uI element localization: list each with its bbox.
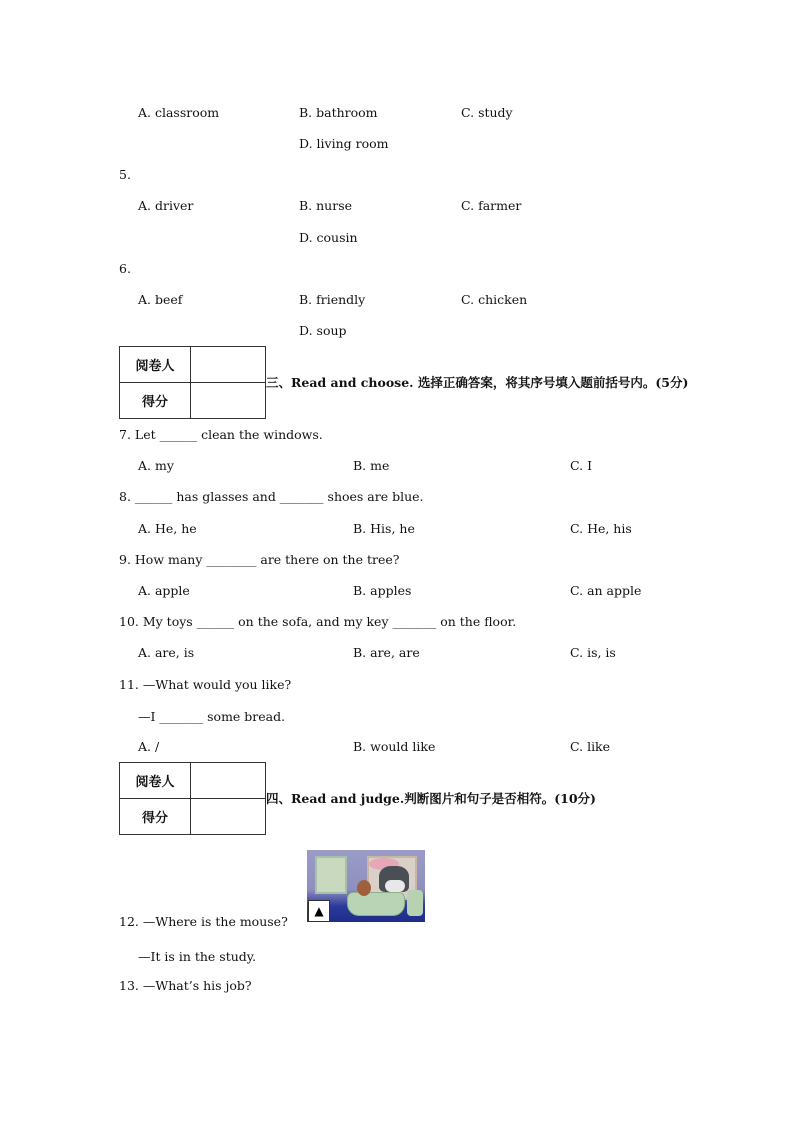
q12-answer: —It is in the study. [138, 949, 257, 964]
q6-option-c: C. chicken [461, 292, 528, 307]
q11-stem2: —I _______ some bread. [138, 709, 286, 724]
q7-option-c: C. I [570, 458, 593, 473]
bathtub-shape [347, 892, 405, 916]
q9-option-b: B. apples [353, 583, 412, 598]
q6-option-a: A. beef [138, 292, 183, 307]
triangle-badge [308, 900, 330, 922]
sink-shape [407, 890, 423, 916]
mouse-icon [357, 880, 371, 896]
score-label: 得分 [120, 799, 191, 835]
section3-title: 三、Read and choose. 选择正确答案，将其序号填入题前括号内。(5分) [266, 375, 689, 390]
q5-option-b: B. nurse [299, 198, 353, 213]
q6-number: 6. [119, 261, 131, 276]
q12-picture-bathroom-cat-mouse [307, 850, 425, 922]
q10-option-a: A. are, is [138, 645, 195, 660]
q9-option-a: A. apple [138, 583, 190, 598]
score-field[interactable] [191, 383, 266, 419]
q4-option-a: A. classroom [138, 105, 220, 120]
triangle-up-icon: ▲ [314, 904, 324, 918]
q4-option-d: D. living room [299, 136, 389, 151]
q6-option-d: D. soup [299, 323, 347, 338]
score-box-section3 [119, 346, 266, 419]
q9-option-c: C. an apple [570, 583, 642, 598]
cat-face-shape [385, 880, 405, 892]
q8-option-c: C. He, his [570, 521, 632, 536]
q9-stem: 9. How many ________ are there on the tree? [119, 552, 400, 567]
score-box-section4 [119, 762, 266, 835]
q10-option-c: C. is, is [570, 645, 616, 660]
q5-option-a: A. driver [138, 198, 194, 213]
q4-option-b: B. bathroom [299, 105, 378, 120]
q7-option-b: B. me [353, 458, 390, 473]
section4-title: 四、Read and judge.判断图片和句子是否相符。(10分) [266, 791, 596, 806]
q5-option-c: C. farmer [461, 198, 522, 213]
q5-number: 5. [119, 167, 131, 182]
score-field[interactable] [191, 799, 266, 835]
q7-stem: 7. Let ______ clean the windows. [119, 427, 323, 442]
q8-option-a: A. He, he [138, 521, 197, 536]
q4-option-c: C. study [461, 105, 513, 120]
grader-label: 阅卷人 [120, 763, 191, 799]
q13-stem: 13. —What’s his job? [119, 978, 252, 993]
q11-option-a: A. / [138, 739, 160, 754]
q7-option-a: A. my [138, 458, 174, 473]
grader-field[interactable] [191, 763, 266, 799]
q10-option-b: B. are, are [353, 645, 420, 660]
q8-option-b: B. His, he [353, 521, 415, 536]
grader-label: 阅卷人 [120, 347, 191, 383]
window-shape [315, 856, 347, 894]
grader-field[interactable] [191, 347, 266, 383]
score-label: 得分 [120, 383, 191, 419]
q11-option-b: B. would like [353, 739, 436, 754]
q12-stem: 12. —Where is the mouse? [119, 914, 288, 929]
q6-option-b: B. friendly [299, 292, 366, 307]
q8-stem: 8. ______ has glasses and _______ shoes are blue. [119, 489, 424, 504]
q10-stem: 10. My toys ______ on the sofa, and my key _______ on the floor. [119, 614, 517, 629]
q11-option-c: C. like [570, 739, 611, 754]
q11-stem: 11. —What would you like? [119, 677, 292, 692]
q5-option-d: D. cousin [299, 230, 358, 245]
